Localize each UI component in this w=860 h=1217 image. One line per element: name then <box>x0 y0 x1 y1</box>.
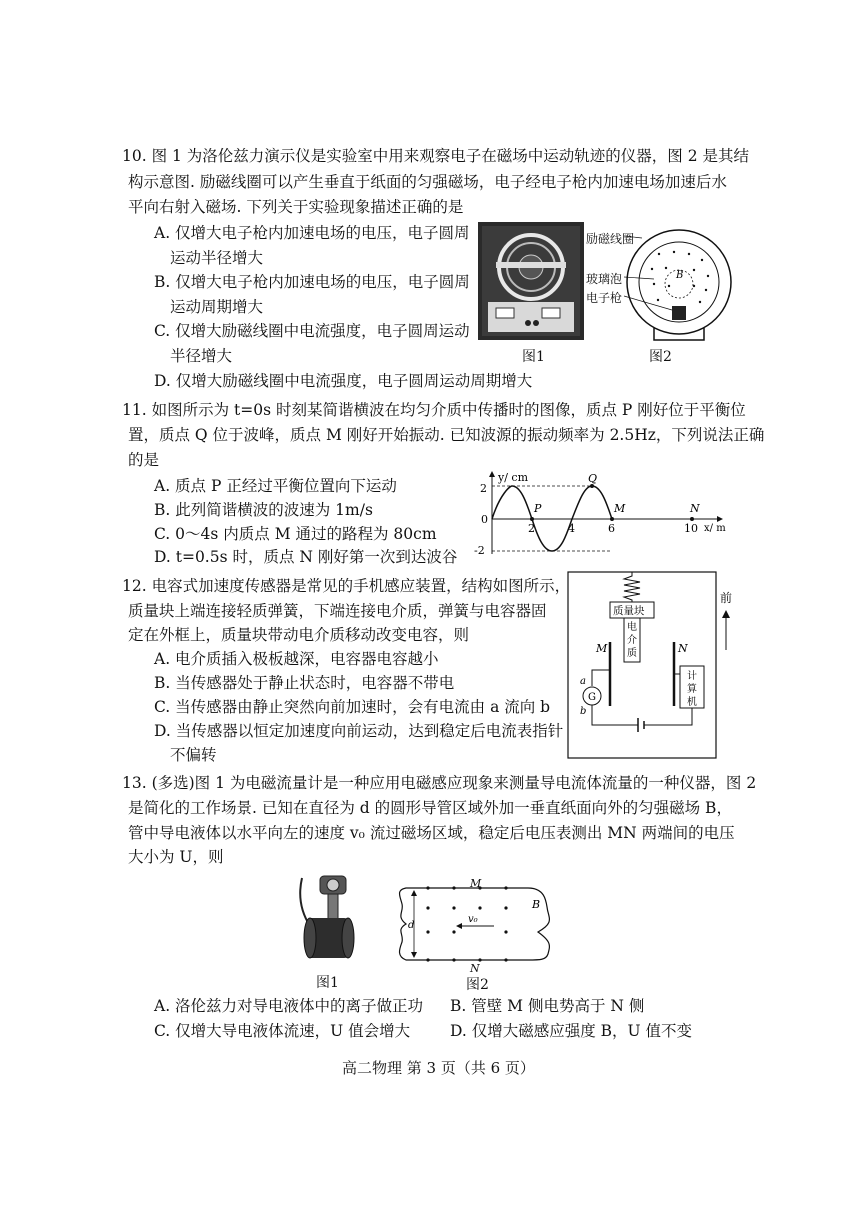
q11-option-a: A. 质点 P 正经过平衡位置向下运动 <box>154 477 397 495</box>
accelerometer-diagram <box>566 570 744 760</box>
front-label: 前 <box>720 591 733 605</box>
point-p <box>530 517 534 521</box>
label-n: N <box>690 502 700 515</box>
x-tick-10: 10 <box>684 522 698 535</box>
q12-stem-line2: 质量块上端连接轻质弹簧，下端连接电介质，弹簧与电容器固 <box>128 602 547 620</box>
q10-option-b: B. 仅增大电子枪内加速电场的电压，电子圆周 <box>154 273 470 291</box>
label-n: N <box>678 642 688 655</box>
q10-stem-line3: 平向右射入磁场. 下列关于实验现象描述正确的是 <box>128 198 464 216</box>
q10-option-c: C. 仅增大励磁线圈中电流强度，电子圆周运动 <box>154 322 470 340</box>
q13-stem-line1: 13. (多选)图 1 为电磁流量计是一种应用电磁感应现象来测量导电流体流量的一种仪器，图 2 <box>122 774 757 792</box>
spring <box>624 572 640 602</box>
label-m: M <box>596 642 608 655</box>
x-tick-2: 2 <box>528 522 535 535</box>
label-v0: v₀ <box>468 914 478 925</box>
label-p: P <box>534 502 542 515</box>
q10-option-b-cont: 运动周期增大 <box>170 298 264 316</box>
mass-block-label: 质量块 <box>613 605 645 617</box>
q12-stem-line3: 定在外框上，质量块带动电介质移动改变电容，则 <box>128 626 470 644</box>
q12-option-b: B. 当传感器处于静止状态时，电容器不带电 <box>154 674 455 692</box>
velocity-arrow-head <box>456 923 462 929</box>
front-arrow-head <box>722 610 730 618</box>
q12-option-a: A. 电介质插入极板越深，电容器电容越小 <box>154 650 439 668</box>
q13-option-b: B. 管壁 M 侧电势高于 N 侧 <box>450 997 645 1015</box>
label-q: Q <box>588 472 598 485</box>
q13-fig1-caption: 图1 <box>316 975 339 991</box>
q11-stem-line1: 11. 如图所示为 t=0s 时刻某简谐横波在均匀介质中传播时的图像，质点 P 刚好位于平衡位 <box>122 401 746 419</box>
label-gun: 电子枪 <box>586 291 623 305</box>
lorentz-demonstrator-photo <box>478 222 584 340</box>
q13-stem-line3: 管中导电液体以水平向左的速度 v₀ 流过磁场区域，稳定后电压表测出 MN 两端间的电压 <box>128 824 735 842</box>
label-d: d <box>408 920 415 931</box>
point-m <box>610 517 614 521</box>
outer-frame <box>568 572 716 758</box>
q13-option-c: C. 仅增大导电液体流速，U 值会增大 <box>154 1022 411 1040</box>
q10-stem-line1: 10. 图 1 为洛伦兹力演示仪是实验室中用来观察电子在磁场中运动轨迹的仪器，图 2 是其结 <box>122 147 750 165</box>
q12-option-d: D. 当传感器以恒定加速度向前运动，达到稳定后电流表指针 <box>154 722 564 740</box>
label-m: M <box>614 502 626 515</box>
q10-option-a-cont: 运动半径增大 <box>170 249 264 267</box>
y-tick-0: 0 <box>481 513 488 526</box>
galvanometer-label: G <box>588 692 596 703</box>
y-axis-label: y/ cm <box>498 471 529 484</box>
pipe-label-m: M <box>470 877 482 890</box>
q13-option-a: A. 洛伦兹力对导电液体中的离子做正功 <box>154 997 424 1015</box>
computer-label-1: 计 <box>687 671 697 682</box>
label-b: B <box>532 898 541 911</box>
dielectric-label-1: 电 <box>627 622 637 633</box>
label-b: b <box>580 706 587 717</box>
point-n <box>690 517 694 521</box>
pipe-label-n: N <box>470 962 480 975</box>
q11-option-d: D. t=0.5s 时，质点 N 刚好第一次到达波谷 <box>154 548 458 566</box>
q10-option-c-cont: 半径增大 <box>170 347 233 365</box>
fig2-label-b: B <box>676 270 684 281</box>
q13-stem-line2: 是简化的工作场景. 已知在直径为 d 的圆形导管区域外加一垂直纸面向外的匀强磁场 B， <box>128 799 732 817</box>
label-a: a <box>580 676 586 687</box>
label-coil: 励磁线圈 <box>586 232 635 246</box>
q11-stem-line2: 置，质点 Q 位于波峰，质点 M 刚好开始振动. 已知波源的振动频率为 2.5Hz，下列说法正确 <box>128 426 765 444</box>
q10-fig2-caption: 图2 <box>649 349 672 365</box>
q12-option-d-cont: 不偏转 <box>170 746 217 764</box>
q13-option-d: D. 仅增大磁感应强度 B，U 值不变 <box>450 1022 693 1040</box>
y-tick-neg2: -2 <box>474 544 485 557</box>
q11-option-c: C. 0～4s 内质点 M 通过的路程为 80cm <box>154 525 437 543</box>
x-tick-6: 6 <box>608 522 615 535</box>
dielectric-label-3: 质 <box>627 648 637 659</box>
q11-option-b: B. 此列简谐横波的波速为 1m/s <box>154 501 373 519</box>
q10-stem-line2: 构示意图. 励磁线圈可以产生垂直于纸面的匀强磁场，电子经电子枪内加速电场加速后水 <box>128 173 727 191</box>
x-axis-label: x/ m <box>704 523 726 534</box>
page-footer: 高二物理 第 3 页（共 6 页） <box>342 1059 535 1077</box>
wave-graph <box>470 468 732 558</box>
q11-stem-line3: 的是 <box>128 451 160 469</box>
y-tick-2: 2 <box>480 482 487 495</box>
dielectric-label-2: 介 <box>627 635 637 646</box>
q10-option-a: A. 仅增大电子枪内加速电场的电压，电子圆周 <box>154 224 470 242</box>
q10-fig1-caption: 图1 <box>522 349 545 365</box>
label-bulb: 玻璃泡 <box>586 272 623 286</box>
magnetic-field-dots <box>426 886 507 961</box>
q10-option-d: D. 仅增大励磁线圈中电流强度，电子圆周运动周期增大 <box>154 372 533 390</box>
flowmeter-photo <box>296 874 358 962</box>
q13-stem-line4: 大小为 U，则 <box>128 848 224 866</box>
computer-label-2: 算 <box>687 684 697 695</box>
q13-fig2-caption: 图2 <box>466 977 489 993</box>
q12-option-c: C. 当传感器由静止突然向前加速时，会有电流由 a 流向 b <box>154 698 551 716</box>
computer-label-3: 机 <box>687 697 697 708</box>
q12-stem-line1: 12. 电容式加速度传感器是常见的手机感应装置，结构如图所示， <box>122 577 571 595</box>
x-tick-4: 4 <box>568 522 575 535</box>
